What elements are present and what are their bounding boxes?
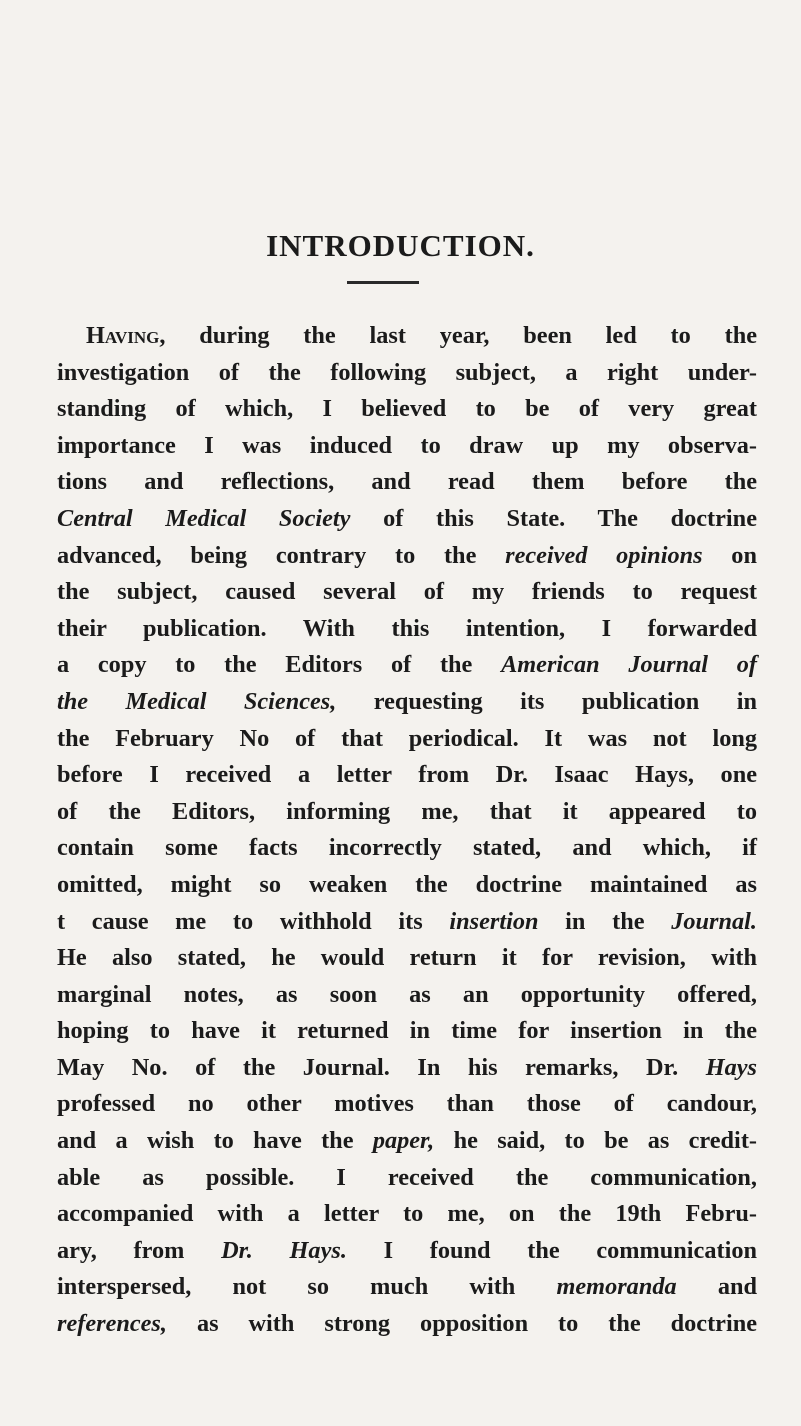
text-segment: accompanied with a letter to me, on the 19th Febru-	[57, 1200, 757, 1228]
text-segment: standing of which, I believed to be of very great	[57, 395, 757, 423]
italic-text: Dr. Hays.	[221, 1236, 347, 1264]
text-segment: able as possible. I received the communication,	[57, 1163, 757, 1191]
text-segment: on	[702, 541, 757, 569]
body-paragraph	[57, 318, 757, 1343]
text-line	[57, 867, 757, 904]
text-line	[57, 574, 757, 611]
text-segment: in the	[538, 907, 672, 935]
text-segment: hoping to have it returned in time for insertion in the	[57, 1017, 757, 1045]
text-segment: contain some facts incorrectly stated, and which, if	[57, 834, 757, 862]
italic-text: American Journal of	[501, 651, 757, 679]
text-segment: the subject, caused several of my friends to request	[57, 578, 757, 606]
text-segment: I found the communication	[346, 1236, 757, 1264]
text-segment: the February No of that periodical. It was not long	[57, 724, 757, 752]
text-segment: professed no other motives than those of candour,	[57, 1090, 757, 1118]
text-segment: importance I was induced to draw up my observa-	[57, 431, 757, 459]
text-segment: of this State. The doctrine	[350, 504, 757, 532]
text-line	[57, 391, 757, 428]
text-segment: ary, from	[57, 1236, 222, 1264]
text-line	[57, 318, 757, 355]
text-line	[57, 464, 757, 501]
text-line	[57, 1269, 757, 1306]
italic-text: insertion	[449, 907, 539, 935]
text-segment: as with strong opposition to the doctrine	[166, 1310, 757, 1338]
text-segment: before I received a letter from Dr. Isaac Hays, one	[57, 761, 757, 789]
text-segment: tions and reflections, and read them before the	[57, 468, 757, 496]
text-segment: interspersed, not so much with	[57, 1273, 557, 1301]
text-segment: a copy to the Editors of the	[57, 651, 502, 679]
text-line	[57, 501, 757, 538]
text-line	[57, 794, 757, 831]
italic-text: the Medical Sciences,	[57, 687, 337, 715]
italic-text: Journal.	[671, 907, 757, 935]
text-segment: and a wish to have the	[57, 1127, 373, 1155]
text-line	[57, 1123, 757, 1160]
text-line	[57, 1233, 757, 1270]
title-rule	[347, 281, 419, 284]
text-line	[57, 647, 757, 684]
text-segment: and	[676, 1273, 757, 1301]
text-segment: their publication. With this intention, I forwarded	[57, 614, 757, 642]
text-line	[57, 1306, 757, 1343]
text-segment: May No. of the Journal. In his remarks, Dr.	[57, 1053, 706, 1081]
text-line	[57, 977, 757, 1014]
small-caps-text: Having,	[86, 322, 166, 349]
text-line	[57, 611, 757, 648]
text-line	[57, 940, 757, 977]
text-line	[57, 1086, 757, 1123]
text-segment: he said, to be as credit-	[434, 1127, 757, 1155]
text-line	[57, 1160, 757, 1197]
text-segment: He also stated, he would return it for revision, with	[57, 944, 757, 972]
italic-text: Hays	[705, 1053, 757, 1081]
italic-text: references,	[57, 1310, 167, 1338]
italic-text: Central Medical Society	[57, 504, 351, 532]
text-line	[57, 1196, 757, 1233]
italic-text: received opinions	[505, 541, 703, 569]
text-segment: t cause me to withhold its	[57, 907, 450, 935]
text-line	[57, 830, 757, 867]
text-line	[57, 757, 757, 794]
text-line	[57, 1050, 757, 1087]
text-segment: marginal notes, as soon as an opportunity offered,	[57, 980, 757, 1008]
text-line	[57, 1013, 757, 1050]
text-segment: omitted, might so weaken the doctrine maintained as	[57, 870, 757, 898]
text-segment: during the last year, been led to the	[165, 322, 757, 349]
text-line	[57, 904, 757, 941]
italic-text: paper,	[372, 1127, 435, 1155]
text-line	[57, 684, 757, 721]
text-segment: of the Editors, informing me, that it appeared to	[57, 797, 757, 825]
text-line	[57, 355, 757, 392]
text-line	[57, 721, 757, 758]
chapter-title: INTRODUCTION.	[266, 228, 535, 263]
text-segment: investigation of the following subject, a right under-	[57, 358, 757, 386]
text-line	[57, 538, 757, 575]
text-segment: advanced, being contrary to the	[57, 541, 506, 569]
italic-text: memoranda	[556, 1273, 677, 1301]
text-line	[57, 428, 757, 465]
text-segment: requesting its publication in	[336, 687, 757, 715]
